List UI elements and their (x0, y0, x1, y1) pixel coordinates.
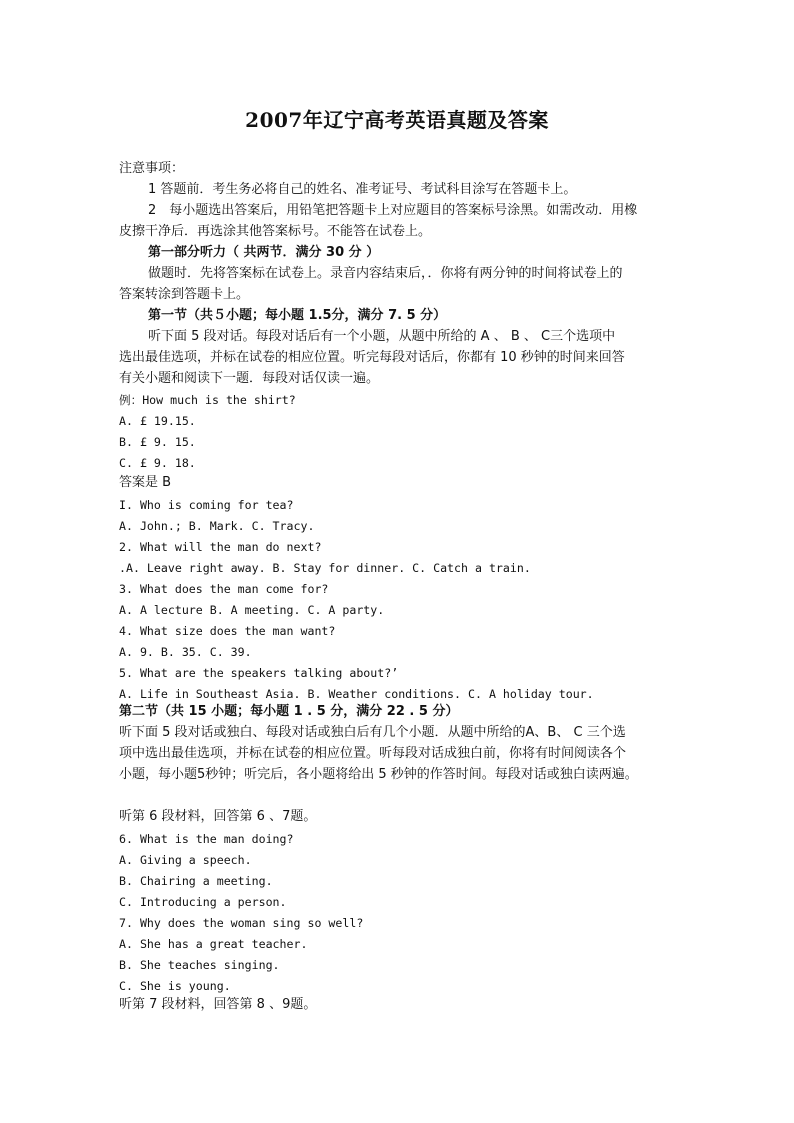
section2-instruction-end: 小题，每小题5秒钟；听完后，各小题将给出 5 秒钟的作答时间。每段对话或独白读两遍。 (119, 767, 638, 782)
notes-heading: 注意事项： (119, 161, 185, 176)
question-4-options: A. 9. B. 35. C. 39. (119, 645, 252, 659)
example-option-b: B. £ 9. 15. (119, 435, 196, 449)
question-7-option-b: B. She teaches singing. (119, 958, 280, 972)
example-option-c: C. £ 9. 18. (119, 456, 196, 470)
material-7-heading: 听第 7 段材料，回答第 8 、9题。 (119, 997, 317, 1012)
example-answer: 答案是 B (119, 475, 172, 490)
example-question: 例：How much is the shirt? (119, 393, 296, 407)
section1-instruction-cont: 选出最佳选项，并标在试卷的相应位置。听完每段对话后，你都有 10 秒钟的时间来回答 (119, 350, 625, 365)
note-2-cont: 皮擦干净后．再选涂其他答案标号。不能答在试卷上。 (119, 224, 432, 239)
question-5-options: A. Life in Southeast Asia. B. Weather conditions. C. A holiday tour. (119, 687, 594, 701)
part1-instruction-cont: 答案转涂到答题卡上。 (119, 287, 250, 302)
question-5: 5. What are the speakers talking about?’ (119, 666, 399, 680)
part1-heading: 第一部分听力（ 共两节．满分 30 分 ） (148, 245, 380, 260)
question-6-option-c: C. Introducing a person. (119, 895, 287, 909)
question-6-option-b: B. Chairing a meeting. (119, 874, 273, 888)
question-7-option-a: A. She has a great teacher. (119, 937, 308, 951)
question-6: 6. What is the man doing? (119, 832, 294, 846)
question-6-option-a: A. Giving a speech. (119, 853, 252, 867)
question-7: 7. Why does the woman sing so well? (119, 916, 364, 930)
note-2: 2 每小题选出答案后，用铅笔把答题卡上对应题目的答案标号涂黑。如需改动．用橡 (148, 203, 638, 218)
section2-instruction: 听下面 5 段对话或独白、每段对话或独白后有几个小题．从题中所给的A、B、 C 三个选 (119, 725, 626, 740)
question-3-options: A. A lecture B. A meeting. C. A party. (119, 603, 385, 617)
question-4: 4. What size does the man want? (119, 624, 336, 638)
section1-instruction: 听下面 5 段对话。每段对话后有一个小题，从题中所给的 A 、 B 、 C三个选项中 (148, 329, 616, 344)
section1-instruction-end: 有关小题和阅读下一题．每段对话仅读一遍。 (119, 371, 380, 386)
material-6-heading: 听第 6 段材料，回答第 6 、7题。 (119, 809, 317, 824)
question-3: 3. What does the man come for? (119, 582, 329, 596)
section1-heading: 第一节（共５小题；每小题 1.5分，满分 7. 5 分） (148, 308, 447, 323)
section2-heading: 第二节（共 15 小题；每小题 1 . 5 分，满分 22 . 5 分） (119, 704, 459, 719)
question-2: 2. What will the man do next? (119, 540, 322, 554)
part1-instruction: 做题时．先将答案标在试卷上。录音内容结束后，．你将有两分钟的时间将试卷上的 (148, 266, 623, 281)
document-title: 2007年辽宁高考英语真题及答案 (245, 108, 549, 132)
section2-instruction-cont: 项中选出最佳选项，并标在试卷的相应位置。听每段对话成独白前，你将有时间阅读各个 (119, 746, 627, 761)
question-1: I. Who is coming for tea? (119, 498, 294, 512)
question-1-options: A. John.; B. Mark. C. Tracy. (119, 519, 315, 533)
example-option-a: A. £ 19.15. (119, 414, 196, 428)
note-1: 1 答题前．考生务必将自己的姓名、准考证号、考试科目涂写在答题卡上。 (148, 182, 577, 197)
question-2-options: .A. Leave right away. B. Stay for dinner. C. Catch a train. (119, 561, 531, 575)
question-7-option-c: C. She is young. (119, 979, 231, 993)
